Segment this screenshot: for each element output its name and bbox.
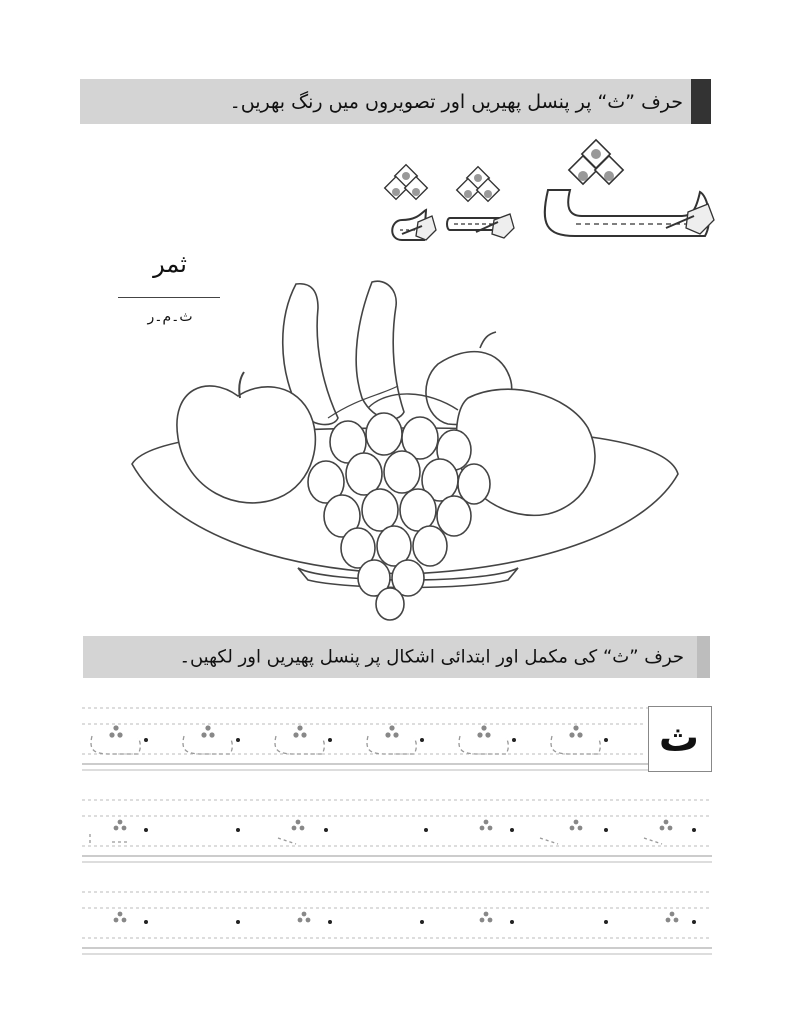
full-form-shape xyxy=(545,190,709,236)
banner-tab xyxy=(697,636,710,678)
ruled-lines xyxy=(82,708,712,954)
instruction-banner-bottom xyxy=(83,636,710,678)
word-spelling: ث۔م۔ر xyxy=(147,309,193,325)
letter-forms-illustration xyxy=(370,136,716,252)
banner-tab xyxy=(691,79,711,124)
model-letter: ث xyxy=(658,715,700,761)
tracing-dots-row-3 xyxy=(114,912,679,923)
fruit-bowl-illustration xyxy=(128,278,682,630)
dot-clusters xyxy=(385,140,623,201)
instruction-text-bottom: حرف ”ث“ کی مکمل اور ابتدائی اشکال پر پنسل پھیریں اور لکھیں۔ xyxy=(179,646,684,668)
word-text: ثمر xyxy=(153,250,187,278)
instruction-text-top: حرف ”ث“ پر پنسل پھیریں اور تصویروں میں رنگ بھریں۔ xyxy=(229,90,683,113)
tracing-dots-row-1 xyxy=(109,725,582,737)
instruction-banner-top xyxy=(80,79,711,124)
tracing-row-1 xyxy=(91,736,600,754)
practice-grid xyxy=(82,700,712,970)
tracing-dots-row-2 xyxy=(114,820,673,831)
tracing-row-2 xyxy=(90,834,662,844)
banana-right xyxy=(356,281,404,419)
